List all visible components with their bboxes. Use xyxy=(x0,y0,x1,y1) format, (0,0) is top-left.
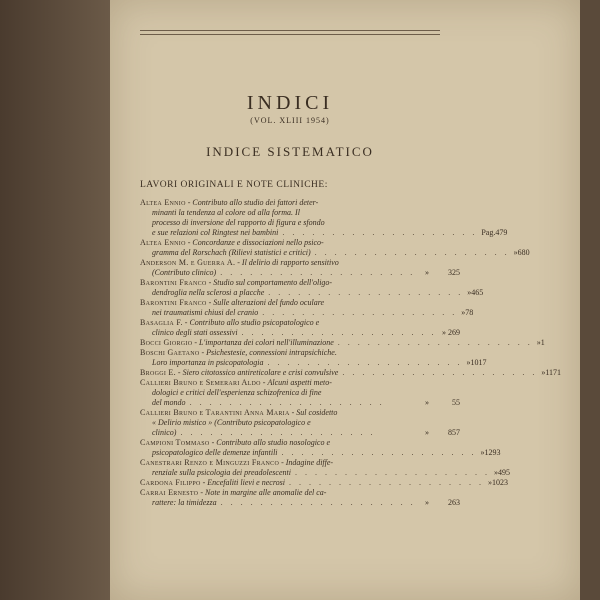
entry-author: Boschi Gaetano xyxy=(140,348,200,357)
entry-title: minanti la tendenza al colore od alla forma. Il xyxy=(152,208,300,217)
page-number: 269 xyxy=(448,328,460,337)
index-entry-line xyxy=(140,428,460,438)
index-entry-line xyxy=(140,278,460,288)
index-entry xyxy=(140,378,460,408)
entry-title: Encefaliti lievi e necrosi xyxy=(207,478,285,487)
dot-leader: . . . . . . . . . . . . . . . . . . . . xyxy=(314,248,510,257)
page-number: 78 xyxy=(465,308,474,317)
page-marker: » xyxy=(513,248,518,257)
page-marker: Pag. xyxy=(481,228,496,237)
dot-leader: . . . . . . . . . . . . . . . . . . . . xyxy=(288,478,484,487)
dot-leader: . . . . . . . . . . . . . . . . . . . . xyxy=(220,498,416,507)
dot-leader: . . . . . . . . . . . . . . . . . . . . xyxy=(189,398,385,407)
dot-leader: . . . . . . . . . . . . . . . . . . . . xyxy=(294,468,490,477)
page-marker: » xyxy=(425,268,429,277)
dot-leader: . . . . . . . . . . . . . . . . . . . . xyxy=(262,308,458,317)
entry-author: Callieri Bruno e Semerari Aldo xyxy=(140,378,261,387)
entry-title: processo di inversione del rapporto di figura e sfondo xyxy=(152,218,325,227)
entry-author: Barontini Franco xyxy=(140,298,207,307)
volume-subtitle: (VOL. XLIII 1954) xyxy=(250,116,330,125)
page-number: 263 xyxy=(448,498,460,507)
entry-title: dologici e critici dell'esperienza schizofrenica di fine xyxy=(152,388,322,397)
index-entry-list xyxy=(140,198,562,508)
page-number: 465 xyxy=(471,288,484,297)
entry-separator: - xyxy=(184,318,188,327)
entry-author: Canestrari Renzo e Minguzzi Franco xyxy=(140,458,280,467)
entry-separator: - xyxy=(194,338,198,347)
index-entry xyxy=(140,338,545,348)
entry-author: Broggi E. xyxy=(140,368,176,377)
index-entry-line xyxy=(140,318,460,328)
page-number: 1017 xyxy=(470,358,487,367)
entry-title: renziale sulla psicologia dei preadolescenti xyxy=(152,468,291,477)
page-number: 680 xyxy=(517,248,530,257)
entry-title: Concordanze e dissociazioni nello psico- xyxy=(192,238,324,247)
page-marker: » xyxy=(480,448,485,457)
index-entry xyxy=(140,198,508,238)
dot-leader: . . . . . . . . . . . . . . . . . . . . xyxy=(180,428,376,437)
index-entry-line xyxy=(140,208,460,218)
entry-title: Studio sul comportamento dell'oligo- xyxy=(213,278,333,287)
dot-leader: . . . . . . . . . . . . . . . . . . . . xyxy=(282,228,478,237)
index-entry-line xyxy=(140,298,460,308)
page-marker: » xyxy=(425,428,429,437)
index-entry-line xyxy=(140,498,460,508)
entry-separator: - xyxy=(187,238,191,247)
top-rule xyxy=(140,30,440,31)
index-entry-line xyxy=(140,398,460,408)
subsection-heading: LAVORI ORIGINALI E NOTE CLINICHE: xyxy=(140,180,328,190)
entry-title: (Contributo clinico) xyxy=(152,268,217,277)
index-entry-line xyxy=(140,378,460,388)
entry-author: Basaglia F. xyxy=(140,318,183,327)
section-heading: INDICE SISTEMATICO xyxy=(206,144,374,159)
index-entry-line xyxy=(140,238,460,248)
entry-title: del mondo xyxy=(152,398,186,407)
entry-title: Sul cosidetto xyxy=(296,408,338,417)
page-marker: » xyxy=(441,328,446,337)
index-entry-line xyxy=(140,458,460,468)
index-entry-line xyxy=(140,228,508,238)
index-entry-line xyxy=(140,198,460,208)
index-entry xyxy=(140,348,487,368)
entry-title: psicopatologico delle demenze infantili xyxy=(152,448,278,457)
entry-author: Altea Ennio xyxy=(140,198,186,207)
entry-author: Callieri Bruno e Tarantini Anna Maria xyxy=(140,408,290,417)
entry-title: Contributo allo studio nosologico e xyxy=(216,438,331,447)
book-left-edge xyxy=(0,0,110,600)
page-marker: » xyxy=(461,308,466,317)
entry-separator: - xyxy=(281,458,284,467)
book-page xyxy=(110,0,580,600)
dot-leader: . . . . . . . . . . . . . . . . . . . . xyxy=(281,448,477,457)
page-marker: » xyxy=(466,358,471,367)
page-number: 1 xyxy=(540,338,545,347)
index-entry-line xyxy=(140,348,460,358)
entry-title: rattere: la timidezza xyxy=(152,498,217,507)
index-entry xyxy=(140,368,562,378)
index-entry-line xyxy=(140,358,487,368)
entry-title: dendroglia nella sclerosi a placche xyxy=(152,288,265,297)
index-entry-line xyxy=(140,468,510,478)
entry-separator: - xyxy=(201,348,205,357)
page-number: 55 xyxy=(452,398,460,407)
entry-title: Siero citotossico antireticolare e crisi convulsive xyxy=(182,368,339,377)
entry-title: Alcuni aspetti meto- xyxy=(267,378,332,387)
index-entry-line xyxy=(140,488,460,498)
index-entry xyxy=(140,238,530,258)
entry-title: Sulle alterazioni del fundo oculare xyxy=(213,298,325,307)
entry-author: Barontini Franco xyxy=(140,278,207,287)
entry-author: Bocci Giorgio xyxy=(140,338,193,347)
entry-separator: - xyxy=(187,198,191,207)
entry-title: Note in margine alle anomalie del ca- xyxy=(205,488,327,497)
dot-leader: . . . . . . . . . . . . . . . . . . . . xyxy=(268,288,464,297)
page-marker: » xyxy=(425,398,429,407)
entry-title: Loro importanza in psicopatologia xyxy=(152,358,264,367)
entry-author: Carrai Ernesto xyxy=(140,488,199,497)
index-entry-line xyxy=(140,308,474,318)
index-entry-line xyxy=(140,478,508,488)
entry-title: « Delirio mistico » (Contributo psicopatologico e xyxy=(152,418,311,427)
dot-leader: . . . . . . . . . . . . . . . . . . . . xyxy=(342,368,538,377)
entry-title: Contributo allo studio psicopatologico e xyxy=(189,318,320,327)
entry-separator: - xyxy=(291,408,295,417)
index-entry-line xyxy=(140,328,460,338)
index-entry-line xyxy=(140,388,460,398)
dot-leader: . . . . . . . . . . . . . . . . . . . . xyxy=(220,268,416,277)
index-entry-line xyxy=(140,408,460,418)
dot-leader: . . . . . . . . . . . . . . . . . . . . xyxy=(337,338,533,347)
index-entry xyxy=(140,298,474,318)
page-number: 1293 xyxy=(484,448,501,457)
page-number: 495 xyxy=(497,468,510,477)
index-entry-line xyxy=(140,368,562,378)
index-entry-line xyxy=(140,288,484,298)
index-entry xyxy=(140,318,460,338)
entry-title: Indagine diffe- xyxy=(285,458,334,467)
page-marker: » xyxy=(541,368,546,377)
page-number: 857 xyxy=(448,428,460,437)
page-marker: » xyxy=(425,498,429,507)
entry-separator: - xyxy=(200,488,203,497)
index-entry xyxy=(140,478,508,488)
page-number: 1171 xyxy=(545,368,562,377)
entry-separator: - xyxy=(208,298,212,307)
entry-separator: - xyxy=(208,278,212,287)
entry-title: clinico) xyxy=(152,428,177,437)
index-entry-line xyxy=(140,258,460,268)
index-entry-line xyxy=(140,338,545,348)
page-number: 479 xyxy=(495,228,508,237)
index-entry-line xyxy=(140,268,460,278)
entry-title: Il delirio di rapporto sensitivo xyxy=(241,258,339,267)
entry-separator: - xyxy=(262,378,266,387)
entry-title: L'importanza dei colori nell'illuminazione xyxy=(199,338,334,347)
entry-author: Altea Ennio xyxy=(140,238,186,247)
page-marker: » xyxy=(487,478,492,487)
entry-title: e sue relazioni col Ringtest nei bambini xyxy=(152,228,279,237)
index-entry-line xyxy=(140,218,460,228)
entry-author: Anderson M. e Guerra A. xyxy=(140,258,236,267)
dot-leader: . . . . . . . . . . . . . . . . . . . . xyxy=(267,358,463,367)
index-entry xyxy=(140,278,484,298)
index-entry xyxy=(140,458,510,478)
entry-separator: - xyxy=(211,438,215,447)
entry-title: gramma del Rorschach (Rilievi statistici e critici) xyxy=(152,248,311,257)
top-rule-double xyxy=(140,34,440,35)
entry-separator: - xyxy=(237,258,240,267)
entry-separator: - xyxy=(177,368,181,377)
page-number: 325 xyxy=(448,268,460,277)
page-number: 1023 xyxy=(491,478,508,487)
entry-title: nei traumatismi chiusi del cranio xyxy=(152,308,259,317)
entry-author: Campioni Tommaso xyxy=(140,438,210,447)
index-entry xyxy=(140,438,501,458)
page-marker: » xyxy=(493,468,498,477)
entry-title: clinico degli stati ossessivi xyxy=(152,328,238,337)
entry-author: Cardona Filippo xyxy=(140,478,201,487)
dot-leader: . . . . . . . . . . . . . . . . . . . . xyxy=(241,328,437,337)
index-entry xyxy=(140,408,460,438)
page-marker: » xyxy=(536,338,541,347)
index-entry-line xyxy=(140,418,460,428)
entry-separator: - xyxy=(202,478,206,487)
index-entry-line xyxy=(140,448,501,458)
index-entry-line xyxy=(140,248,530,258)
index-entry xyxy=(140,258,460,278)
entry-title: Contributo allo studio dei fattori deter- xyxy=(192,198,319,207)
page-marker: » xyxy=(467,288,472,297)
page-title: INDICI xyxy=(246,92,334,114)
index-entry-line xyxy=(140,438,460,448)
index-entry xyxy=(140,488,460,508)
entry-title: Psichestesie, connessioni intrapsichiche. xyxy=(206,348,337,357)
